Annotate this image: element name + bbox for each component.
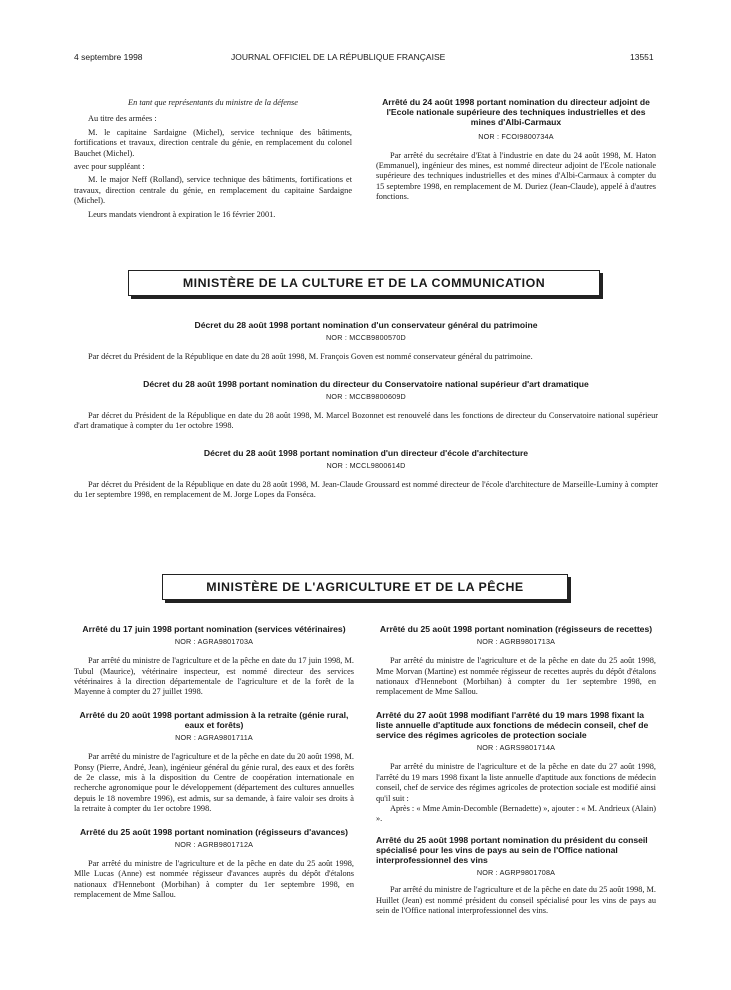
nor-reference: NOR : AGRS9801714A (476, 743, 556, 753)
decree-body: Par décret du Président de la République en date du 28 août 1998, M. Marcel Bozonnet est renouvelé dans les fonctions de directeur du Conservatoire national supérieur d'art dramatique à compter du 1er octobre 1998. (74, 410, 658, 431)
decree-title: Décret du 28 août 1998 portant nomination d'un directeur d'école d'architecture (203, 447, 529, 458)
ministry-culture-banner: MINISTÈRE DE LA CULTURE ET DE LA COMMUNICATION (128, 270, 600, 296)
paragraph: avec pour suppléant : (74, 162, 145, 172)
act-body: Par arrêté du secrétaire d'Etat à l'industrie en date du 24 août 1998, M. Haton (Emmanuel), ingénieur des mines, est nommé directeur adjoint de l'Ecole nationale supérieure des techniques industrielles et des mines d'Albi-Carmaux à compter du 15 septembre 1998, en remplacement de M. Duriez (Jean-Claude), appelé à d'autres fonctions. (376, 150, 656, 202)
top-right-column (376, 97, 656, 203)
act-title: Arrêté du 25 août 1998 portant nomination du président du conseil spécialisé pour les vins de pays au sein de l'Office national interprofessionnel des vins (376, 834, 648, 866)
decree-body: Par décret du Président de la République en date du 28 août 1998, M. François Goven est nommé conservateur général du patrimoine. (88, 352, 533, 362)
agriculture-left-column (74, 624, 354, 901)
top-left-column (74, 98, 352, 220)
decree-title: Décret du 28 août 1998 portant nomination d'un conservateur général du patrimoine (194, 320, 538, 330)
nor-reference: NOR : AGRB9801712A (174, 839, 254, 849)
act-body: Par arrêté du ministre de l'agriculture et de la pêche en date du 25 août 1998, M. Huillet (Jean) est nommé président du conseil spécialisé pour les vins de pays au sein de l'Office national interprofessionnel des vins. (376, 885, 656, 916)
nor-reference: NOR : MCCB9800609D (326, 391, 406, 401)
header-journal-title: JOURNAL OFFICIEL DE LA RÉPUBLIQUE FRANÇAISE (231, 52, 446, 62)
act-body: Par arrêté du ministre de l'agriculture et de la pêche en date du 17 juin 1998, M. Tubul (Maurice), vétérinaire inspecteur, est nommé directeur des services vétérinaires à la direction départementale de l'agriculture et de la forêt de la Mayenne à compter du 27 juillet 1998. (74, 656, 354, 697)
nor-reference: NOR : FCOI9800734A (478, 131, 554, 141)
header-page-number: 13551 (630, 52, 654, 62)
nor-reference: NOR : MCCB9800570D (326, 333, 406, 343)
nor-reference: NOR : AGRA9801711A (175, 733, 253, 743)
act-title: Arrêté du 20 août 1998 portant admission à la retraite (génie rural, eaux et forêts) (79, 709, 349, 731)
act-title: Arrêté du 17 juin 1998 portant nomination (services vétérinaires) (82, 624, 346, 634)
nor-reference: NOR : AGRP9801708A (476, 868, 556, 878)
nor-reference: NOR : MCCL9800614D (326, 460, 406, 470)
section-intro: En tant que représentants du ministre de la défense (128, 98, 298, 107)
culture-section (74, 320, 658, 501)
act-title: Arrêté du 25 août 1998 portant nomination (régisseurs d'avances) (79, 826, 349, 837)
act-body: Par arrêté du ministre de l'agriculture et de la pêche en date du 25 août 1998, Mme Morvan (Martine) est nommée régisseur de recettes auprès du dépôt d'étalons nationaux d'Hennebont (Morbihan) à compter du 1er septembre 1998, en remplacement de Mme Sallou. (376, 656, 656, 697)
act-title: Arrêté du 24 août 1998 portant nomination du directeur adjoint de l'Ecole nationale supérieure des techniques industrielles et des mines d'Albi-Carmaux (382, 97, 650, 128)
act-body: Par arrêté du ministre de l'agriculture et de la pêche en date du 20 août 1998, M. Ponsy (Pierre, André, Jean), ingénieur général du génie rural, des eaux et des forêts de 2e classe, mis à la disposition du Centre de coopération internationale en recherche agronomique pour le développement (département des cultures annuelles depuis le 18 novembre 1996), est admis, sur sa demande, à faire valoir ses droits à la retraite à compter du 1er octobre 1998. (74, 752, 354, 814)
act-body-amendment: Après : « Mme Amin-Decomble (Bernadette) », ajouter : « M. Andrieux (Alain) ». (376, 804, 656, 824)
act-body: Par arrêté du ministre de l'agriculture et de la pêche en date du 25 août 1998, Mlle Lucas (Anne) est nommée régisseur d'avances auprès du dépôt d'étalons nationaux d'Hennebont (Morbihan) à compter du 1er septembre 1998, en remplacement de Mme Sallou. (74, 858, 354, 900)
header-date: 4 septembre 1998 (74, 52, 143, 62)
nor-reference: NOR : AGRB9801713A (476, 637, 556, 647)
decree-title: Décret du 28 août 1998 portant nomination du directeur du Conservatoire national supérieur d'art dramatique (143, 378, 589, 389)
act-body: Par arrêté du ministre de l'agriculture et de la pêche en date du 27 août 1998, l'arrêté du 19 mars 1998 fixant la liste annuelle d'aptitude aux fonctions de médecin conseil, chef de service des régimes agricoles de protection sociale est modifié ainsi qu'il suit : (376, 762, 656, 803)
agriculture-right-column (376, 624, 656, 917)
act-title: Arrêté du 25 août 1998 portant nomination (régisseurs de recettes) (379, 624, 653, 634)
ministry-agriculture-banner: MINISTÈRE DE L'AGRICULTURE ET DE LA PÊCHE (162, 574, 568, 600)
nor-reference: NOR : AGRA9801703A (174, 637, 254, 647)
decree-body: Par décret du Président de la République en date du 28 août 1998, M. Jean-Claude Groussard est nommé directeur de l'école d'architecture de Marseille-Luminy à compter du 1er septembre 1998, en remplacement de M. Jorge Lopes da Fonséca. (74, 479, 658, 500)
paragraph: M. le capitaine Sardaigne (Michel), service technique des bâtiments, fortifications et travaux, direction centrale du génie, en remplacement du colonel Bauchet (Michel). (74, 127, 352, 158)
paragraph: Au titre des armées : (88, 114, 157, 124)
act-title: Arrêté du 27 août 1998 modifiant l'arrêté du 19 mars 1998 fixant la liste annuelle d'aptitude aux fonctions de médecin conseil, chef de service des régimes agricoles de protection sociale (376, 709, 649, 741)
paragraph: Leurs mandats viendront à expiration le 16 février 2001. (88, 209, 276, 219)
paragraph: M. le major Neff (Rolland), service technique des bâtiments, fortifications et travaux, direction centrale du génie, en remplacement du capitaine Sardaigne (Michel). (74, 175, 352, 206)
